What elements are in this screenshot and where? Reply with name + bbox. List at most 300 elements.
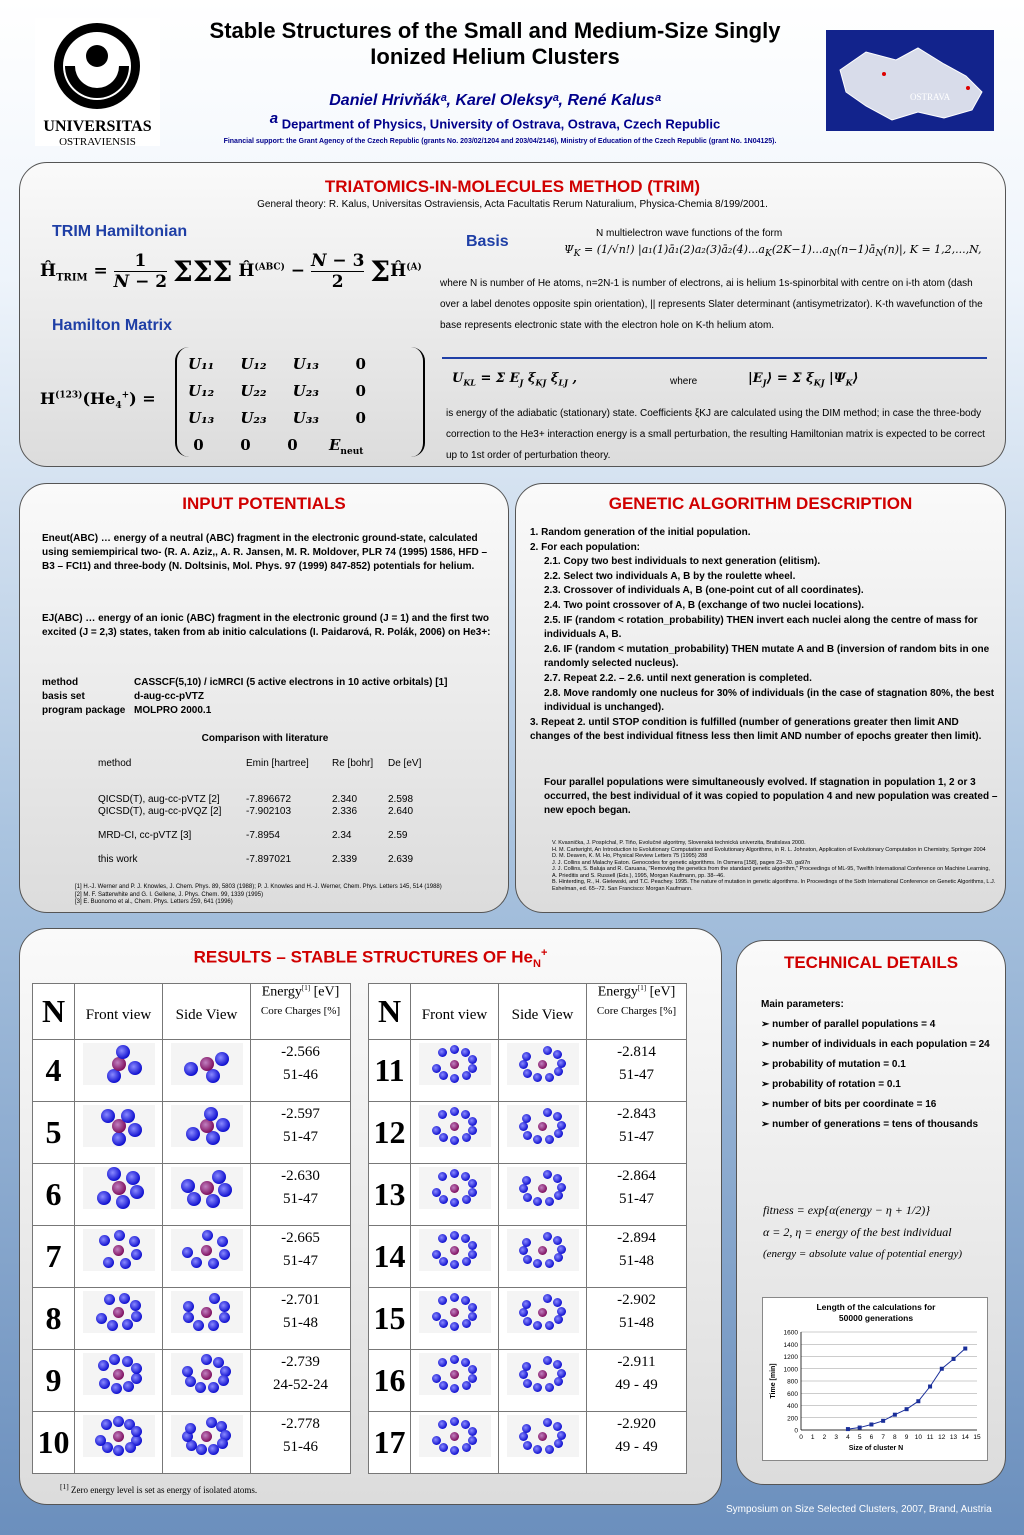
atom (216, 1118, 230, 1132)
atom (533, 1383, 542, 1392)
atom (462, 1443, 471, 1452)
atom (130, 1185, 144, 1199)
col-cc-header: Core Charges [%] (596, 1004, 677, 1017)
atom (195, 1382, 206, 1393)
x-tick-label: 7 (881, 1434, 885, 1441)
atom (104, 1294, 115, 1305)
data-point (905, 1407, 909, 1411)
table-row (33, 1102, 351, 1164)
cluster-image (419, 1105, 491, 1147)
atom (196, 1444, 207, 1455)
atom (218, 1375, 229, 1386)
cluster-image (171, 1043, 243, 1085)
x-tick-label: 0 (799, 1434, 803, 1441)
table-row (369, 1288, 687, 1350)
atom (450, 1122, 459, 1131)
energy-value: -2.894 (617, 1230, 656, 1246)
x-axis-label: Size of cluster N (848, 1445, 904, 1452)
atom (438, 1296, 447, 1305)
atom (208, 1382, 219, 1393)
atom (554, 1315, 563, 1324)
atom (554, 1191, 563, 1200)
atom (215, 1052, 229, 1066)
y-tick-label: 0 (794, 1427, 798, 1435)
poster-title: Stable Structures of the Small and Medium-Size Singly Ionized Helium Clusters (209, 18, 781, 69)
logo-line2: OSTRAVIENSIS (59, 136, 136, 148)
input-specs: method CASSCF(5,10) / icMRCI (5 active electrons in 10 active orbitals) [1] basis set d-aug-cc-pVTZ program package MOLPRO 2000.1 (42, 677, 448, 716)
atom (107, 1320, 118, 1331)
atom (219, 1301, 230, 1312)
cluster-image (83, 1167, 155, 1209)
atom (438, 1358, 447, 1367)
atom (519, 1122, 528, 1131)
atom (543, 1046, 552, 1055)
atom (450, 1308, 459, 1317)
atom (462, 1195, 471, 1204)
results-table-right (368, 983, 687, 1474)
atom (201, 1307, 212, 1318)
atom (116, 1195, 130, 1209)
trim-matrix-formula: $H^{(123)}(He_4^+)$ = U₁₁ U₁₂ U₁₃ 0 U₁₂ U₂₂ U₂₃ 0 U₁₃ U₂₃ U₃₃ 0 0 0 0 $E_{neut}$ (40, 347, 430, 457)
energy-value: -2.843 (617, 1106, 656, 1122)
cluster-image (507, 1229, 579, 1271)
col-energy-header: Energy[1] [eV] (597, 984, 676, 1000)
atom (468, 1365, 477, 1374)
core-charges-value: 51-48 (283, 1315, 318, 1331)
atom (538, 1184, 547, 1193)
atom (538, 1060, 547, 1069)
atom (439, 1257, 448, 1266)
atom (519, 1308, 528, 1317)
atom (554, 1129, 563, 1138)
core-charges-value: 51-46 (283, 1439, 318, 1455)
data-point (928, 1385, 932, 1389)
fitness-formula: fitness = exp{α(energy − η + 1/2)} α = 2, η = energy of the best individual (energy = absolute value of potential energy) (763, 1203, 963, 1260)
atom (111, 1383, 122, 1394)
atom (200, 1119, 214, 1133)
atom (200, 1057, 214, 1071)
energy-value: -2.902 (617, 1292, 656, 1308)
cluster-image (171, 1415, 243, 1457)
atom (438, 1048, 447, 1057)
atom (432, 1064, 441, 1073)
x-tick-label: 6 (869, 1434, 874, 1441)
x-tick-label: 3 (834, 1434, 839, 1441)
atom (202, 1230, 213, 1241)
results-header-row (33, 984, 351, 1040)
atom (112, 1181, 126, 1195)
atom (200, 1181, 214, 1195)
data-point (893, 1413, 897, 1417)
cluster-image (171, 1229, 243, 1271)
results-heading: RESULTS – STABLE STRUCTURES OF $He_N^+$ (193, 947, 548, 971)
atom (208, 1320, 219, 1331)
ga-parallel: Four parallel populations were simultaneously evolved. If stagnation in population 1, 2 or 3 occurred, the best individual of it was copied to population 4 and new population was created – new epoch began. (544, 777, 998, 816)
atom (191, 1257, 202, 1268)
atom (126, 1171, 140, 1185)
cluster-image (171, 1291, 243, 1333)
cluster-image (83, 1229, 155, 1271)
atom (538, 1432, 547, 1441)
data-point (846, 1427, 850, 1431)
comparison-row: QICSD(T), aug-cc-pVTZ [2] -7.896672 2.340 2.598 (98, 794, 414, 805)
atom (523, 1193, 532, 1202)
comparison-table (98, 758, 438, 866)
atom (533, 1259, 542, 1268)
x-tick-label: 12 (938, 1434, 946, 1441)
input-refs: [1] H.-J. Werner and P. J. Knowles, J. Chem. Phys. 89, 5803 (1988); P. J. Knowles and H.-J. Werner, Chem. Phys. Letters 145, 514 (1988) [2] M. F. Satterwhite and G. I. Gellene, J. Phys. Chem. 99, 1339 (1995) [3] E. Buonomo et al., Chem. Phys. Letters 259, 641 (1996) (75, 884, 442, 905)
department: $^a$ Department of Physics, University of Ostrava, Ostrava, Czech Republic (269, 110, 721, 132)
atom (538, 1370, 547, 1379)
atom (543, 1232, 552, 1241)
atom (545, 1445, 554, 1454)
atom (450, 1060, 459, 1069)
atom (519, 1184, 528, 1193)
core-charges-value: 51-47 (619, 1191, 654, 1207)
atom (522, 1052, 531, 1061)
funding: Financial support: the Grant Agency of the Czech Republic (grants No. 203/02/1204 and 203/04/2146), Ministry of Education of the Czech Republic (grant No. 1N04125). (223, 138, 777, 145)
table-row (33, 1040, 351, 1102)
energy-text: is energy of the adiabatic (stationary) state. Coefficients ξKJ are calculated using the DIM method; in case the three-body correction to the He3+ interaction energy is a small perturbation, the resulting Hamiltonian matrix is expected to be correct up to 1st order of perturbation theory. (446, 408, 985, 461)
atom (533, 1073, 542, 1082)
atom (131, 1363, 142, 1374)
atom (450, 1198, 459, 1207)
trim-divider (442, 357, 987, 359)
atom (439, 1319, 448, 1328)
atom (522, 1424, 531, 1433)
results-footnote: [1] Zero energy level is set as energy of isolated atoms. (60, 1482, 258, 1495)
atom (522, 1114, 531, 1123)
data-point (916, 1399, 920, 1403)
atom (212, 1170, 226, 1184)
atom (545, 1383, 554, 1392)
atom (438, 1172, 447, 1181)
atom (450, 1355, 459, 1364)
y-axis-label: Time [min] (770, 1363, 777, 1399)
atom (219, 1312, 230, 1323)
atom (519, 1432, 528, 1441)
atom (112, 1057, 126, 1071)
cluster-image (83, 1043, 155, 1085)
atom (98, 1360, 109, 1371)
table-row (33, 1226, 351, 1288)
results-panel (19, 928, 722, 1505)
core-charges-value: 51-47 (619, 1067, 654, 1083)
ga-step: 2.4. Two point crossover of A, B (exchange of two nuclei locations). (544, 599, 865, 611)
e-formula: $|E_J⟩ = \Sigma$ $\xi_{KJ}$ $|\Psi_K⟩$ (748, 371, 859, 388)
atom (545, 1197, 554, 1206)
col-front-header: Front view (85, 1007, 152, 1023)
atom (204, 1107, 218, 1121)
atom (438, 1234, 447, 1243)
col-side-header: Side View (175, 1007, 238, 1023)
atom (519, 1060, 528, 1069)
ga-steps (530, 526, 1000, 745)
energy-value: -2.911 (617, 1354, 656, 1370)
table-row (33, 1350, 351, 1412)
cluster-size: 16 (373, 1362, 406, 1398)
atom (554, 1253, 563, 1262)
atom (131, 1249, 142, 1260)
atom (113, 1307, 124, 1318)
basis-formula: $\Psi_K = (1/√n!)$ $|a_1(1)ā_1(2)a_2(3)ā_2(4)...a_K(2K-1)...a_N(n-1)ā_N(n)|$, K = 1,2,...,N, (564, 243, 982, 260)
atom (543, 1294, 552, 1303)
ga-step: 2.3. Crossover of individuals A, B (one-point cut of all coordinates). (544, 585, 864, 597)
atom (554, 1067, 563, 1076)
atom (450, 1260, 459, 1269)
cluster-size: 4 (45, 1052, 62, 1088)
data-point (940, 1367, 944, 1371)
table-row (369, 1412, 687, 1474)
atom (468, 1117, 477, 1126)
atom (113, 1369, 124, 1380)
y-tick-label: 1200 (783, 1354, 798, 1361)
cluster-image (507, 1353, 579, 1395)
core-charges-value: 51-47 (283, 1129, 318, 1145)
atom (116, 1045, 130, 1059)
core-charges-value: 51-48 (619, 1315, 654, 1331)
atom (438, 1420, 447, 1429)
energy-value: -2.739 (281, 1354, 320, 1370)
atom (523, 1317, 532, 1326)
y-tick-label: 200 (787, 1415, 798, 1423)
atom (113, 1416, 124, 1427)
atom (122, 1319, 133, 1330)
atom (545, 1135, 554, 1144)
atom (533, 1445, 542, 1454)
atom (438, 1110, 447, 1119)
cluster-image (171, 1353, 243, 1395)
atom (186, 1127, 200, 1141)
table-row (33, 1288, 351, 1350)
core-charges-value: 49 - 49 (615, 1377, 658, 1393)
data-point (869, 1422, 873, 1426)
basis-text: where N is number of He atoms, n=2N-1 is number of electrons, ai is helium 1s-spinorbital with centre on i-th atom (dash over a label denotes opposite spin orientation), || represents Slater determinant (antisymetrizator). K-th wavefunction of the base represents electronic state with the electron hole on K-th helium atom. (440, 278, 983, 331)
atom (522, 1238, 531, 1247)
atom (468, 1427, 477, 1436)
ga-step: 3. Repeat 2. until STOP condition is fulfilled (number of generations greater then limit AND changes of the best individual fitness less then limit AND number of epochs greater then limit). (530, 716, 982, 743)
calc-time-chart (763, 1298, 989, 1462)
atom (95, 1435, 106, 1446)
cluster-image (171, 1105, 243, 1147)
core-charges-value: 49 - 49 (615, 1439, 658, 1455)
atom (432, 1188, 441, 1197)
x-tick-label: 15 (973, 1434, 981, 1441)
x-tick-label: 5 (857, 1434, 862, 1441)
atom (123, 1381, 134, 1392)
cluster-size: 15 (373, 1300, 406, 1336)
x-tick-label: 8 (893, 1434, 897, 1441)
atom (468, 1241, 477, 1250)
atom (131, 1311, 142, 1322)
atom (519, 1246, 528, 1255)
atom (201, 1354, 212, 1365)
x-tick-label: 2 (822, 1434, 827, 1441)
energy-value: -2.630 (281, 1168, 320, 1184)
atom (450, 1169, 459, 1178)
cluster-size: 14 (373, 1238, 406, 1274)
cluster-size: 10 (37, 1424, 70, 1460)
atom (523, 1131, 532, 1140)
chart-title: Length of the calculations for (816, 1302, 936, 1312)
table-row (369, 1164, 687, 1226)
cluster-size: 7 (45, 1238, 62, 1274)
cluster-image (419, 1043, 491, 1085)
atom (113, 1445, 124, 1456)
cluster-size: 17 (373, 1424, 406, 1460)
czech-map (826, 30, 994, 131)
atom (450, 1184, 459, 1193)
where-label: where (670, 376, 698, 387)
energy-value: -2.920 (617, 1416, 656, 1432)
cluster-image (507, 1167, 579, 1209)
input-p1: Eneut(ABC) … energy of a neutral (ABC) fragment in the electronic ground-state, calculated using semiempirical two- (R. A. Aziz,, A. R. Jansen, M. R. Moldover, PLR 74 (1995) 1586, HFD – B3 – FCI1) and three-body (N. Doltsinis, Mol. Phys. 97 (1999) 847-852) potentials for helium. (42, 533, 488, 572)
cluster-image (419, 1415, 491, 1457)
energy-value: -2.665 (281, 1230, 320, 1246)
cluster-image (507, 1415, 579, 1457)
atom (181, 1179, 195, 1193)
map-icon (826, 30, 994, 131)
x-tick-label: 9 (904, 1434, 909, 1441)
ga-panel (515, 483, 1006, 913)
atom (121, 1109, 135, 1123)
atom (439, 1071, 448, 1080)
atom (432, 1436, 441, 1445)
atom (450, 1432, 459, 1441)
university-logo (35, 18, 160, 146)
atom (439, 1443, 448, 1452)
core-charges-value: 24-52-24 (273, 1377, 328, 1393)
logo-emblem-icon (35, 18, 160, 113)
atom (450, 1384, 459, 1393)
y-tick-label: 1600 (783, 1329, 798, 1337)
atom (128, 1123, 142, 1137)
atom (462, 1071, 471, 1080)
trim-hamiltonian-formula: $Ĥ_{TRIM}$ = 1 N − 2 ΣΣΣ $Ĥ^{(ABC)}$ − N − 3 2 $\Sigma Ĥ^{(A)}$ (40, 251, 422, 292)
atom (185, 1423, 196, 1434)
atom (128, 1061, 142, 1075)
atom (450, 1136, 459, 1145)
atom (206, 1194, 220, 1208)
atom (533, 1321, 542, 1330)
atom (522, 1362, 531, 1371)
atom (468, 1055, 477, 1064)
cluster-image (507, 1291, 579, 1333)
comparison-row: MRD-CI, cc-pVTZ [3] -7.8954 2.34 2.59 (98, 830, 408, 841)
atom (187, 1192, 201, 1206)
atom (450, 1370, 459, 1379)
cluster-image (83, 1105, 155, 1147)
cluster-size: 13 (373, 1176, 406, 1212)
data-point (952, 1357, 956, 1361)
core-charges-value: 51-47 (619, 1129, 654, 1145)
atom (554, 1439, 563, 1448)
ga-step: 2.6. IF (random < mutation_probability) THEN mutate A and B (inversion of random bits in one randomly selected nucleus). (544, 643, 990, 670)
ga-step: 2.7. Repeat 2.2. – 2.6. until next generation is completed. (544, 672, 812, 684)
atom (543, 1356, 552, 1365)
atom (462, 1381, 471, 1390)
atom (193, 1320, 204, 1331)
atom (184, 1062, 198, 1076)
atom (439, 1133, 448, 1142)
atom (523, 1441, 532, 1450)
atom (96, 1313, 107, 1324)
energy-value: -2.864 (617, 1168, 656, 1184)
comparison-row: QICSD(T), aug-cc-pVQZ [2] -7.902103 2.336 2.640 (98, 806, 414, 817)
atom (183, 1312, 194, 1323)
authors: Daniel Hrivňákᵃ, Karel Oleksyᵃ, René Kalusᵃ (329, 92, 661, 109)
series-line (848, 1349, 965, 1430)
atom (432, 1312, 441, 1321)
data-point (858, 1426, 862, 1430)
atom (432, 1126, 441, 1135)
atom (125, 1442, 136, 1453)
atom (219, 1249, 230, 1260)
col-side-header: Side View (511, 1007, 574, 1023)
x-tick-label: 4 (846, 1434, 850, 1441)
atom (432, 1374, 441, 1383)
atom (450, 1074, 459, 1083)
trim-matrix-label: Hamilton Matrix (52, 317, 173, 334)
basis-label: Basis (466, 233, 509, 250)
comparison-row: this work -7.897021 2.339 2.639 (98, 854, 414, 865)
atom (543, 1108, 552, 1117)
data-point (963, 1347, 967, 1351)
atom (468, 1303, 477, 1312)
atom (519, 1370, 528, 1379)
atom (201, 1245, 212, 1256)
x-tick-label: 10 (914, 1434, 922, 1441)
atom (113, 1245, 124, 1256)
cluster-image (83, 1415, 155, 1457)
atom (450, 1322, 459, 1331)
atom (450, 1446, 459, 1455)
atom (523, 1379, 532, 1388)
atom (538, 1122, 547, 1131)
table-row (33, 1412, 351, 1474)
table-row (369, 1040, 687, 1102)
core-charges-value: 51-47 (283, 1253, 318, 1269)
x-tick-label: 1 (810, 1434, 815, 1441)
atom (99, 1378, 110, 1389)
input-panel (19, 483, 509, 913)
energy-value: -2.566 (281, 1044, 320, 1060)
tech-params: Main parameters: ➢ number of parallel populations = 4 ➢ number of individuals in each population = 24 ➢ probability of mutation = 0.1 ➢ probability of rotation = 0.1 ➢ number of bits per coordinate = 16 ➢ number of generations = tens of thousands (761, 999, 990, 1130)
data-point (881, 1419, 885, 1423)
cluster-image (419, 1167, 491, 1209)
chart-box (762, 1297, 988, 1461)
atom (120, 1258, 131, 1269)
ga-step: 2.1. Copy two best individuals to next generation (elitism). (544, 556, 821, 568)
footer: Symposium on Size Selected Clusters, 2007, Brand, Austria (726, 1504, 992, 1515)
core-charges-value: 51-46 (283, 1067, 318, 1083)
atom (208, 1258, 219, 1269)
atom (129, 1236, 140, 1247)
energy-value: -2.701 (281, 1292, 320, 1308)
atom (99, 1235, 110, 1246)
atom (131, 1426, 142, 1437)
atom (450, 1293, 459, 1302)
ga-refs: V. Kvasnička, J. Pospíchal, P. Tiňo, Evolučné algoritmy, Slovenská technická univerzita, Bratislava 2000. H. M. Cartwright, An Introduction to Evolutionary Computation and Evolutionary Algorithms, in R. L. Johnston, Application of Evolutionary Computation in Chemistry, Springer 2004 D. M. Deaven, K. M. Ho, Physical Review Letters 75 (1995) 288 J. J. Collins and Malachy Eaton. Genocodes for genetic algorithms. In Osmera [158], pages 23--30. ga97n J. J. Collins, S. Baluja and R. Caruana, "Removing the genetics from the standard genetic algorithm," Proceedings of ML-95, Twelfth International Conference on Machine Learning, A. Prieditis and S. Russell (Eds.), 1995, Morgan Kaufmann, pp. 38--46. B. Hinterding, R., H. Gielewski, and T.C. Peachey. 1995. The nature of mutation in genetic algorithms. In Proceedings of the Sixth International Conference on Genetic Algorithms, L.J. Eshelman, ed. 65--72. San Francisco: Morgan Kaufmann. (552, 840, 996, 892)
x-tick-label: 14 (961, 1434, 969, 1441)
ga-step: 2. For each population: (530, 541, 641, 553)
atom (533, 1197, 542, 1206)
tech-heading: TECHNICAL DETAILS (783, 953, 959, 972)
atom (468, 1179, 477, 1188)
atom (450, 1246, 459, 1255)
ga-step: 2.8. Move randomly one nucleus for 30% of individuals (in the case of stagnation 80%, the best individual is unchanged). (544, 687, 995, 714)
atom (450, 1107, 459, 1116)
